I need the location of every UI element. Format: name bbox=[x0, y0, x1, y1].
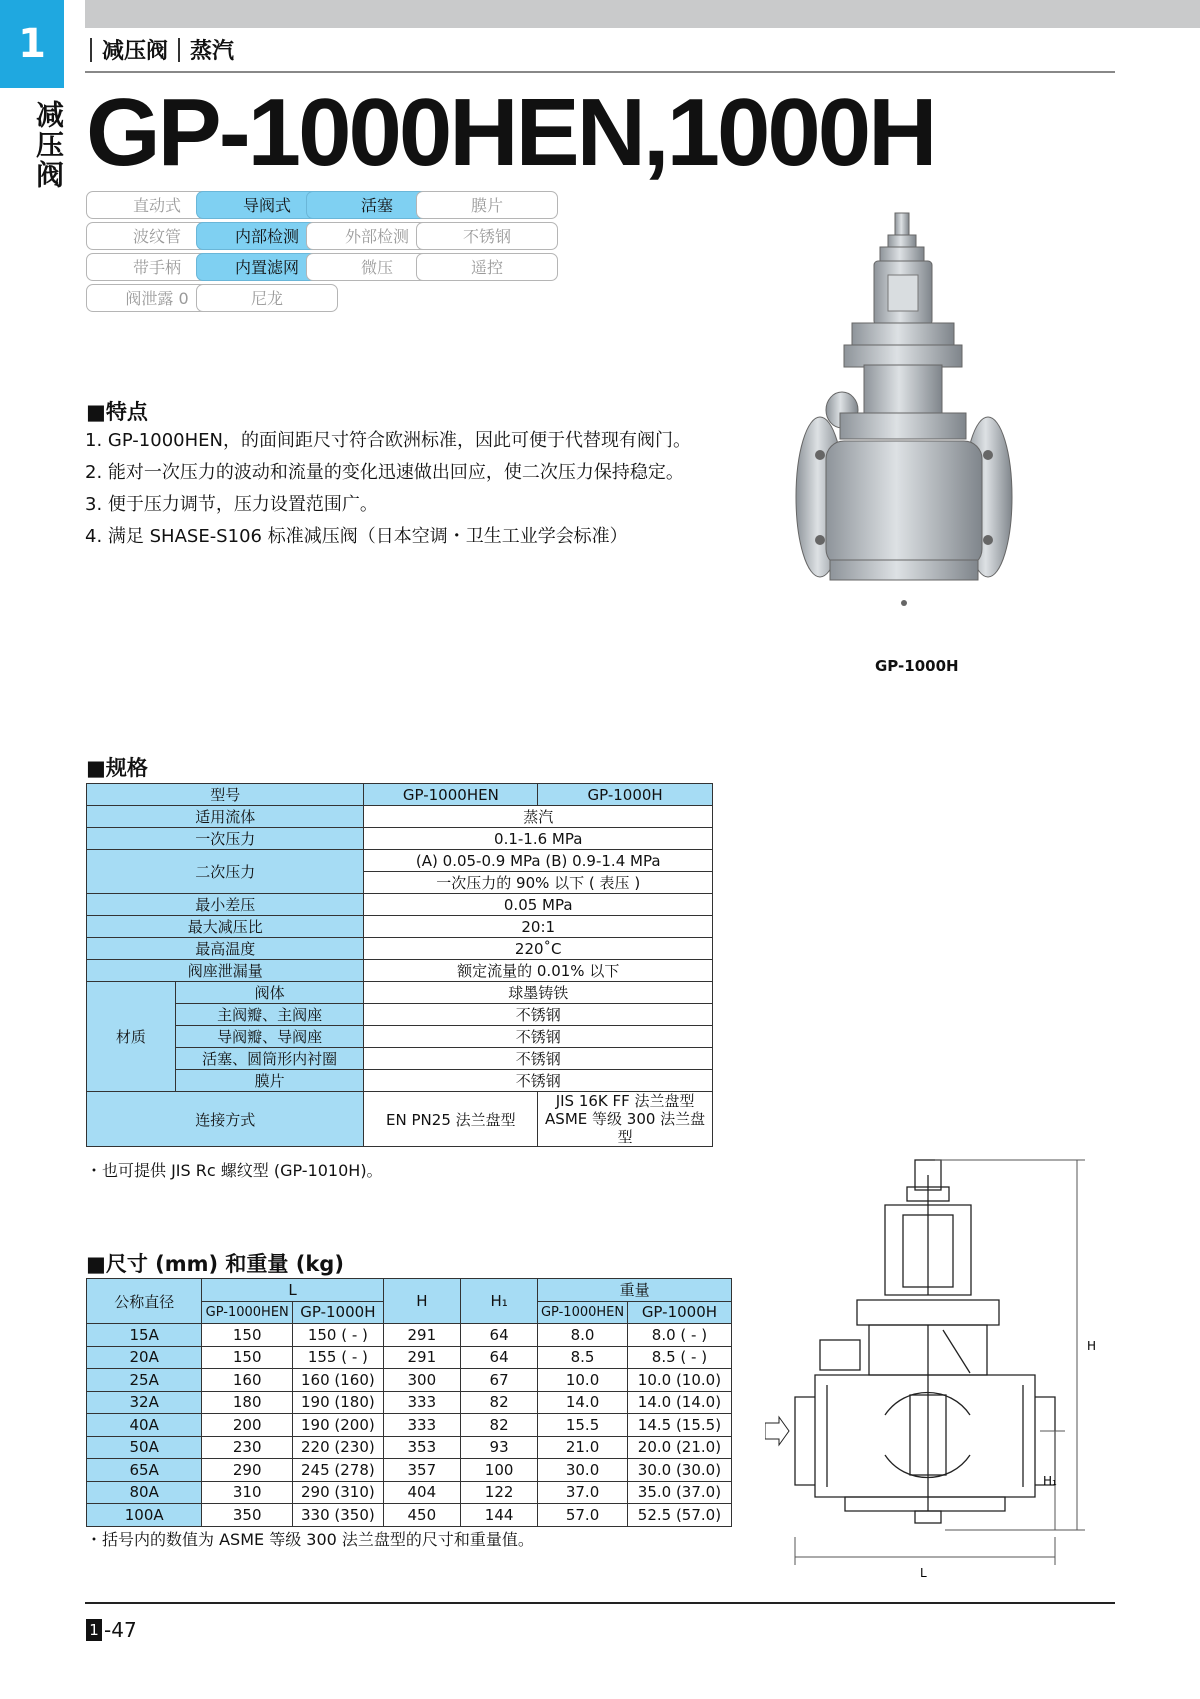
page-number bbox=[86, 1618, 137, 1642]
dims-sub-h: GP-1000H bbox=[627, 1301, 731, 1324]
table-cell: 37.0 bbox=[538, 1481, 628, 1504]
dims-sub-hen: GP-1000HEN bbox=[538, 1301, 628, 1324]
conn-h-asme: ASME 等级 300 法兰盘型 bbox=[545, 1110, 706, 1146]
table-cell: 8.5 ( - ) bbox=[627, 1346, 731, 1369]
table-cell: 190 (180) bbox=[293, 1391, 384, 1414]
spec-label: 连接方式 bbox=[87, 1092, 364, 1147]
top-gray-bar bbox=[85, 0, 1200, 28]
material-value: 不锈钢 bbox=[364, 1026, 713, 1048]
chapter-number: 1 bbox=[18, 21, 46, 67]
feature-item: 2. 能对一次压力的波动和流量的变化迅速做出回应，使二次压力保持稳定。 bbox=[85, 462, 684, 483]
table-cell: 93 bbox=[460, 1436, 537, 1459]
feature-tag: 遥控 bbox=[416, 253, 558, 281]
table-cell: 150 ( - ) bbox=[293, 1324, 384, 1347]
spec-label: 最小差压 bbox=[87, 894, 364, 916]
table-cell: 290 bbox=[202, 1459, 293, 1482]
table-cell: 230 bbox=[202, 1436, 293, 1459]
spec-header-hen: GP-1000HEN bbox=[364, 784, 538, 806]
table-cell: 150 bbox=[202, 1346, 293, 1369]
table-cell: 82 bbox=[460, 1414, 537, 1437]
side-section-label: 减压阀 bbox=[32, 100, 65, 190]
spec-label: 最高温度 bbox=[87, 938, 364, 960]
table-cell: 350 bbox=[202, 1504, 293, 1527]
dims-header-H1: H₁ bbox=[460, 1279, 537, 1324]
table-cell: 330 (350) bbox=[293, 1504, 384, 1527]
page-chapter: 1 bbox=[86, 1619, 102, 1641]
feature-tag: 微压 bbox=[306, 253, 448, 281]
dims-header-L: L bbox=[202, 1279, 383, 1302]
table-cell: 333 bbox=[383, 1414, 460, 1437]
spec-label: 最大减压比 bbox=[87, 916, 364, 938]
dims-sub-h: GP-1000H bbox=[293, 1301, 384, 1324]
table-cell: 245 (278) bbox=[293, 1459, 384, 1482]
table-cell: 190 (200) bbox=[293, 1414, 384, 1437]
breadcrumb-sub: 蒸汽 bbox=[190, 39, 235, 64]
table-cell: 353 bbox=[383, 1436, 460, 1459]
table-row bbox=[87, 1481, 732, 1504]
page-title: GP-1000HEN,1000H bbox=[86, 79, 935, 186]
drawing-label-H1: H₁ bbox=[1043, 1474, 1057, 1488]
chapter-number-badge bbox=[0, 0, 64, 88]
feature-tag: 波纹管 bbox=[86, 222, 228, 250]
spec-value: (A) 0.05-0.9 MPa (B) 0.9-1.4 MPa bbox=[364, 850, 713, 872]
table-cell: 155 ( - ) bbox=[293, 1346, 384, 1369]
table-cell: 8.5 bbox=[538, 1346, 628, 1369]
dimension-drawing bbox=[765, 1155, 1115, 1585]
dims-heading: ■尺寸 (mm) 和重量 (kg) bbox=[86, 1252, 344, 1276]
feature-tag-grid bbox=[86, 191, 566, 321]
feature-tag: 不锈钢 bbox=[416, 222, 558, 250]
feature-item: 3. 便于压力调节，压力设置范围广。 bbox=[85, 494, 378, 515]
dims-table-body bbox=[87, 1324, 732, 1527]
dims-header-size: 公称直径 bbox=[87, 1279, 202, 1324]
table-cell: 21.0 bbox=[538, 1436, 628, 1459]
material-part: 导阀瓣、导阀座 bbox=[175, 1026, 364, 1048]
table-cell: 67 bbox=[460, 1369, 537, 1392]
spec-value: 20:1 bbox=[364, 916, 713, 938]
size-cell: 100A bbox=[87, 1504, 202, 1527]
valve-photo bbox=[780, 205, 1050, 645]
table-cell: 82 bbox=[460, 1391, 537, 1414]
table-cell: 10.0 bbox=[538, 1369, 628, 1392]
table-cell: 14.0 bbox=[538, 1391, 628, 1414]
table-cell: 291 bbox=[383, 1346, 460, 1369]
table-cell: 160 bbox=[202, 1369, 293, 1392]
table-cell: 357 bbox=[383, 1459, 460, 1482]
material-value: 球墨铸铁 bbox=[364, 982, 713, 1004]
features-list bbox=[85, 425, 735, 553]
spec-value: 0.1-1.6 MPa bbox=[364, 828, 713, 850]
table-row bbox=[87, 1436, 732, 1459]
conn-hen: EN PN25 法兰盘型 bbox=[364, 1092, 538, 1147]
feature-tag: 内置滤网 bbox=[196, 253, 338, 281]
table-row bbox=[87, 1324, 732, 1347]
feature-tag: 外部检测 bbox=[306, 222, 448, 250]
size-cell: 80A bbox=[87, 1481, 202, 1504]
feature-tag: 尼龙 bbox=[196, 284, 338, 312]
table-cell: 64 bbox=[460, 1324, 537, 1347]
spec-label: 适用流体 bbox=[87, 806, 364, 828]
feature-tag: 直动式 bbox=[86, 191, 228, 219]
feature-tag: 活塞 bbox=[306, 191, 448, 219]
table-cell: 10.0 (10.0) bbox=[627, 1369, 731, 1392]
table-cell: 100 bbox=[460, 1459, 537, 1482]
conn-h bbox=[538, 1092, 713, 1147]
size-cell: 15A bbox=[87, 1324, 202, 1347]
table-cell: 291 bbox=[383, 1324, 460, 1347]
spec-label-material: 材质 bbox=[87, 982, 176, 1092]
feature-item: 1. GP-1000HEN，的面间距尺寸符合欧洲标准，因此可便于代替现有阀门。 bbox=[85, 430, 691, 451]
feature-item: 4. 满足 SHASE-S106 标准减压阀（日本空调・卫生工业学会标准） bbox=[85, 526, 628, 547]
table-cell: 57.0 bbox=[538, 1504, 628, 1527]
material-part: 膜片 bbox=[175, 1070, 364, 1092]
feature-tag: 内部检测 bbox=[196, 222, 338, 250]
dims-header-weight: 重量 bbox=[538, 1279, 732, 1302]
table-cell: 8.0 ( - ) bbox=[627, 1324, 731, 1347]
breadcrumb-separator bbox=[90, 38, 92, 62]
dims-note: ・括号内的数值为 ASME 等级 300 法兰盘型的尺寸和重量值。 bbox=[86, 1530, 534, 1549]
specs-heading: ■规格 bbox=[86, 756, 148, 780]
spec-header-h: GP-1000H bbox=[538, 784, 713, 806]
table-row bbox=[87, 1504, 732, 1527]
table-row bbox=[87, 1459, 732, 1482]
size-cell: 50A bbox=[87, 1436, 202, 1459]
material-value: 不锈钢 bbox=[364, 1004, 713, 1026]
spec-value: 额定流量的 0.01% 以下 bbox=[364, 960, 713, 982]
spec-value: 0.05 MPa bbox=[364, 894, 713, 916]
table-row bbox=[87, 1391, 732, 1414]
table-cell: 200 bbox=[202, 1414, 293, 1437]
table-row bbox=[87, 1346, 732, 1369]
dims-table bbox=[86, 1278, 732, 1527]
size-cell: 65A bbox=[87, 1459, 202, 1482]
breadcrumb bbox=[90, 34, 234, 65]
size-cell: 32A bbox=[87, 1391, 202, 1414]
table-cell: 14.5 (15.5) bbox=[627, 1414, 731, 1437]
header-rule bbox=[85, 71, 1115, 73]
material-value: 不锈钢 bbox=[364, 1070, 713, 1092]
spec-value: 一次压力的 90% 以下 ( 表压 ) bbox=[364, 872, 713, 894]
table-cell: 310 bbox=[202, 1481, 293, 1504]
feature-tag: 带手柄 bbox=[86, 253, 228, 281]
dims-sub-hen: GP-1000HEN bbox=[202, 1301, 293, 1324]
table-cell: 8.0 bbox=[538, 1324, 628, 1347]
spec-label: 二次压力 bbox=[87, 850, 364, 894]
page-number-text: -47 bbox=[104, 1618, 137, 1642]
table-cell: 30.0 bbox=[538, 1459, 628, 1482]
size-cell: 25A bbox=[87, 1369, 202, 1392]
drawing-label-L: L bbox=[920, 1566, 927, 1580]
table-row bbox=[87, 1369, 732, 1392]
table-cell: 20.0 (21.0) bbox=[627, 1436, 731, 1459]
table-cell: 450 bbox=[383, 1504, 460, 1527]
table-cell: 150 bbox=[202, 1324, 293, 1347]
table-cell: 300 bbox=[383, 1369, 460, 1392]
table-cell: 122 bbox=[460, 1481, 537, 1504]
table-cell: 290 (310) bbox=[293, 1481, 384, 1504]
size-cell: 40A bbox=[87, 1414, 202, 1437]
table-row bbox=[87, 1414, 732, 1437]
spec-label: 阀座泄漏量 bbox=[87, 960, 364, 982]
photo-caption: GP-1000H bbox=[875, 657, 959, 675]
spec-table bbox=[86, 783, 713, 1147]
breadcrumb-separator bbox=[178, 38, 180, 62]
table-cell: 64 bbox=[460, 1346, 537, 1369]
table-cell: 333 bbox=[383, 1391, 460, 1414]
feature-tag: 导阀式 bbox=[196, 191, 338, 219]
footer-rule bbox=[85, 1602, 1115, 1604]
material-value: 不锈钢 bbox=[364, 1048, 713, 1070]
table-cell: 404 bbox=[383, 1481, 460, 1504]
table-cell: 15.5 bbox=[538, 1414, 628, 1437]
table-cell: 220 (230) bbox=[293, 1436, 384, 1459]
feature-tag: 阀泄露 0 bbox=[86, 284, 228, 312]
spec-label: 一次压力 bbox=[87, 828, 364, 850]
breadcrumb-category: 减压阀 bbox=[102, 39, 169, 64]
table-cell: 160 (160) bbox=[293, 1369, 384, 1392]
material-part: 活塞、圆筒形内衬圈 bbox=[175, 1048, 364, 1070]
table-cell: 144 bbox=[460, 1504, 537, 1527]
material-part: 主阀瓣、主阀座 bbox=[175, 1004, 364, 1026]
spec-note: ・也可提供 JIS Rc 螺纹型 (GP-1010H)。 bbox=[86, 1161, 383, 1180]
conn-h-jis: JIS 16K FF 法兰盘型 bbox=[555, 1092, 695, 1110]
table-cell: 35.0 (37.0) bbox=[627, 1481, 731, 1504]
material-part: 阀体 bbox=[175, 982, 364, 1004]
features-heading: ■特点 bbox=[86, 400, 148, 424]
drawing-label-H: H bbox=[1087, 1339, 1097, 1353]
feature-tag: 膜片 bbox=[416, 191, 558, 219]
dims-header-H: H bbox=[383, 1279, 460, 1324]
spec-value: 蒸汽 bbox=[364, 806, 713, 828]
table-cell: 14.0 (14.0) bbox=[627, 1391, 731, 1414]
spec-header-model: 型号 bbox=[87, 784, 364, 806]
table-cell: 52.5 (57.0) bbox=[627, 1504, 731, 1527]
table-cell: 30.0 (30.0) bbox=[627, 1459, 731, 1482]
table-cell: 180 bbox=[202, 1391, 293, 1414]
spec-value: 220˚C bbox=[364, 938, 713, 960]
size-cell: 20A bbox=[87, 1346, 202, 1369]
